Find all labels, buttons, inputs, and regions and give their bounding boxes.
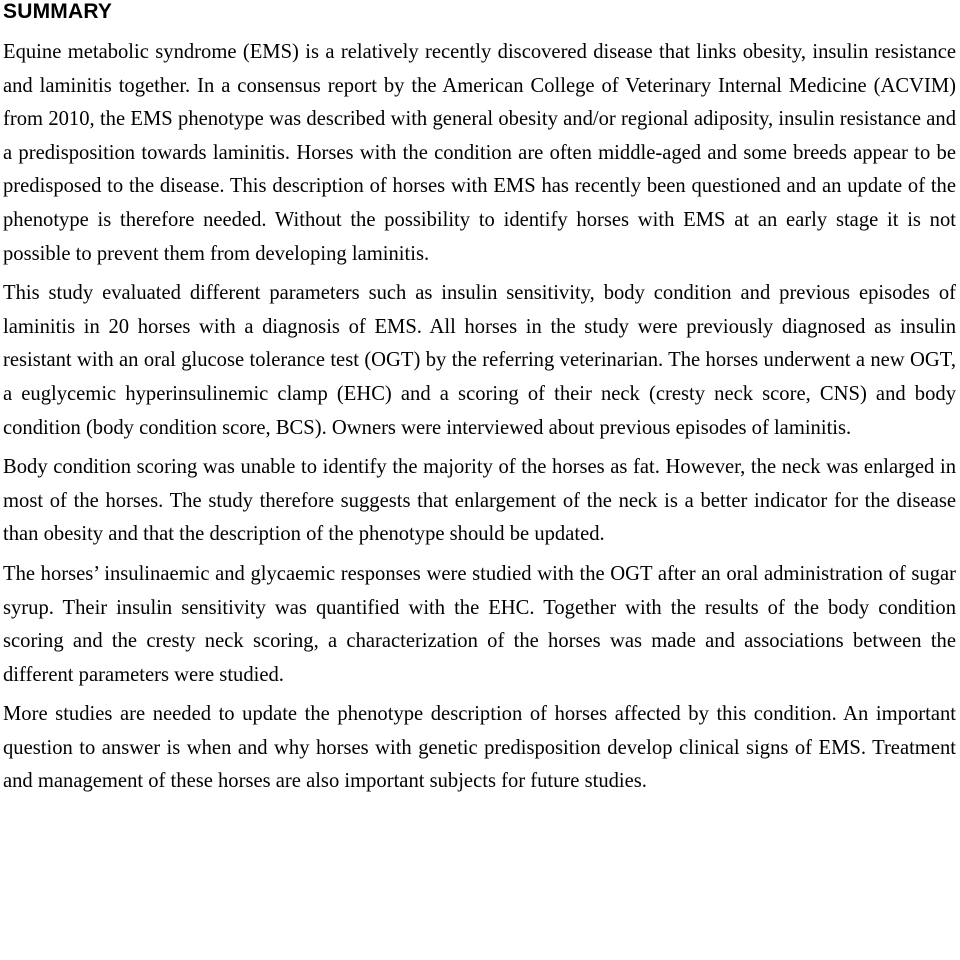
paragraph-body-condition: Body condition scoring was unable to identify the majority of the horses as fat. However, the neck was enlarged in most of the horses. The study therefore suggests that enlargement of the neck is a better indicator for the disease than obesity and that the description of the phenotype should be updated. [3,456,956,546]
paragraph-future: More studies are needed to update the phenotype description of horses affected by this condition. An important question to answer is when and why horses with genetic predisposition develop clinical signs of EMS. Treatment and management of these horses are also important subjects for future studies. [3,703,956,793]
section-heading: SUMMARY [3,0,113,23]
paragraph-responses: The horses’ insulinaemic and glycaemic responses were studied with the OGT after an oral administration of sugar syrup. Their insulin sensitivity was quantified with the EHC. Together with the results of the body condition scoring and the cresty neck scoring, a characterization of the horses was made and associations between the different parameters were studied. [3,562,956,686]
paragraph-intro: Equine metabolic syndrome (EMS) is a relatively recently discovered disease that links obesity, insulin resistance and laminitis together. In a consensus report by the American College of Veterinary Internal Medicine (ACVIM) from 2010, the EMS phenotype was described with general obesity and/or regional adiposity, insulin resistance and a predisposition towards laminitis. Horses with the condition are often middle-aged and some breeds appear to be predisposed to the disease. This description of horses with EMS has recently been questioned and an update of the phenotype is therefore needed. Without the possibility to identify horses with EMS at an early stage it is not possible to prevent them from developing laminitis. [3,41,956,265]
paragraph-study: This study evaluated different parameters such as insulin sensitivity, body condition and previous episodes of laminitis in 20 horses with a diagnosis of EMS. All horses in the study were previously diagnosed as insulin resistant with an oral glucose tolerance test (OGT) by the referring veterinarian. The horses underwent a new OGT, a euglycemic hyperinsulinemic clamp (EHC) and a scoring of their neck (cresty neck score, CNS) and body condition (body condition score, BCS). Owners were interviewed about previous episodes of laminitis. [3,282,956,439]
